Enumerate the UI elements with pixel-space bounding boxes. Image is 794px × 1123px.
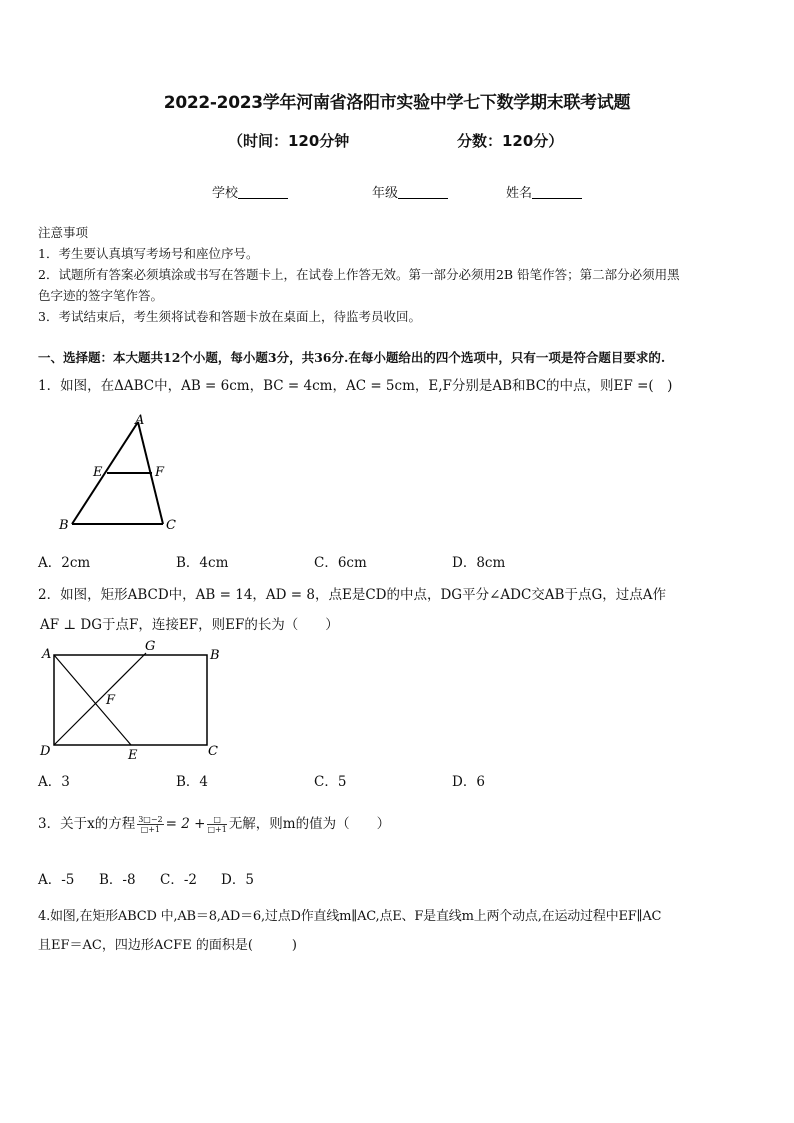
label-b: B: [59, 518, 69, 533]
notes-heading: 注意事项: [38, 225, 89, 240]
segment-dg: [54, 653, 146, 745]
question-2-line1: 2．如图，矩形ABCD中，AB = 14，AD = 8，点E是CD的中点，DG平分∠ADC交AB于点G，过点A作: [38, 587, 666, 603]
label-f: F: [155, 465, 165, 480]
note-item: 3．考试结束后，考生须将试卷和答题卡放在桌面上，待监考员收回。: [38, 309, 421, 324]
label-f: F: [106, 693, 116, 708]
q3-fraction-1: [137, 815, 163, 834]
label-e: E: [93, 465, 103, 480]
frac2-denominator: □+1: [207, 825, 227, 834]
section-heading: 一、选择题：本大题共12个小题，每小题3分，共36分.在每小题给出的四个选项中，只有一项是符合题目要求的.: [38, 350, 666, 365]
label-d: D: [40, 744, 51, 759]
question-3-text: [38, 812, 390, 834]
q1-option-d[interactable]: D．8cm: [452, 555, 506, 571]
q2-option-a[interactable]: A．3: [38, 774, 70, 790]
q2-option-c[interactable]: C．5: [314, 774, 347, 790]
q3-prefix: 3．关于x的方程: [38, 816, 136, 832]
q2-option-b[interactable]: B．4: [176, 774, 209, 790]
school-label: 学校: [212, 186, 239, 201]
label-a: A: [135, 413, 145, 428]
exam-time: （时间：120分钟: [228, 132, 350, 150]
segment-ae: [54, 655, 131, 745]
note-item: 2．试题所有答案必须填涂或书写在答题卡上，在试卷上作答无效。第一部分必须用2B 铅笔作答；第二部分必须用黑: [38, 267, 680, 282]
triangle-figure: [55, 412, 185, 537]
q1-option-b[interactable]: B．4cm: [176, 555, 229, 571]
q3-suffix: 无解，则m的值为（ ）: [228, 816, 391, 832]
q3-option-c[interactable]: C．-2: [160, 872, 197, 888]
q3-option-d[interactable]: D．5: [221, 872, 254, 888]
q3-option-a[interactable]: A．-5: [38, 872, 75, 888]
rectangle-figure: [36, 638, 226, 763]
note-item: 色字迹的签字笔作答。: [38, 288, 164, 303]
label-e: E: [128, 748, 138, 763]
frac2-numerator: □: [207, 815, 226, 825]
grade-label: 年级: [372, 186, 399, 201]
question-2-line2: AF ⊥ DG于点F，连接EF，则EF的长为（ ）: [40, 617, 339, 633]
q1-option-a[interactable]: A．2cm: [38, 555, 91, 571]
q2-option-d[interactable]: D．6: [452, 774, 485, 790]
notes-section: [38, 222, 758, 327]
label-a: A: [42, 647, 52, 662]
q1-option-c[interactable]: C．6cm: [314, 555, 367, 571]
question-4-line2: 且EF＝AC，四边形ACFE 的面积是( ): [38, 938, 297, 953]
question-4-line1: 4.如图,在矩形ABCD 中,AB＝8,AD＝6,过点D作直线m∥AC,点E、F是直线m上两个动点,在运动过程中EF∥AC: [38, 909, 662, 924]
exam-score: 分数：120分）: [457, 132, 564, 150]
name-field: [506, 182, 582, 201]
name-label: 姓名: [506, 186, 533, 201]
label-c: C: [166, 518, 176, 533]
frac1-numerator: 3□−2: [138, 815, 163, 824]
question-1-text: 1．如图，在ΔABC中，AB = 6cm，BC = 4cm，AC = 5cm，E,F分别是AB和BC的中点，则EF =( ): [38, 378, 673, 394]
label-b: B: [210, 648, 220, 663]
label-c: C: [208, 744, 218, 759]
q3-fraction-2: [207, 815, 226, 834]
school-field: [212, 182, 288, 201]
label-g: G: [145, 639, 156, 654]
q3-option-b[interactable]: B．-8: [99, 872, 136, 888]
note-item: 1．考生要认真填写考场号和座位序号。: [38, 246, 259, 261]
grade-field: [372, 182, 448, 201]
q3-mid: = 2 +: [165, 816, 206, 832]
page-title: 2022-2023学年河南省洛阳市实验中学七下数学期末联考试题: [163, 93, 631, 113]
frac1-denominator: □+1: [140, 825, 161, 834]
